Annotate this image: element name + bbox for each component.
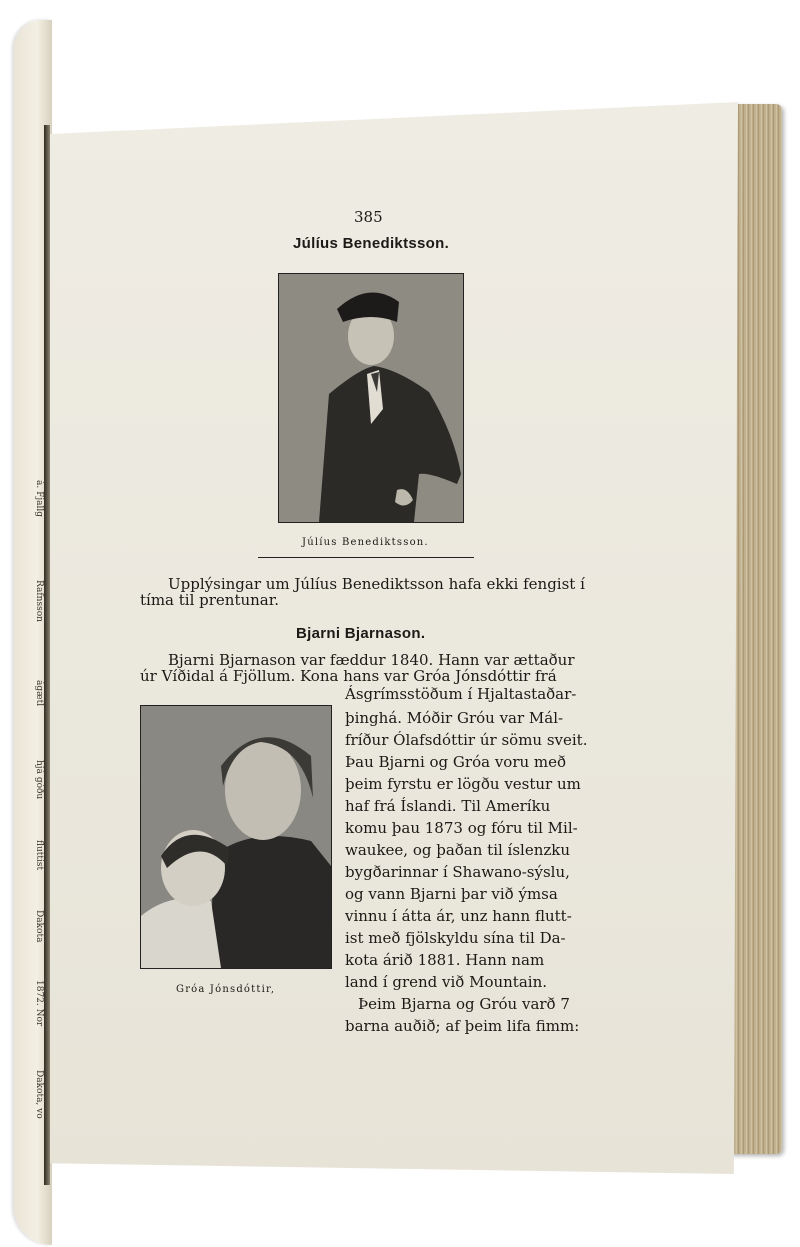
book-gutter <box>44 125 50 1185</box>
section-heading-bjarni: Bjarni Bjarnason. <box>296 625 426 642</box>
left-page-fragment: hjá góðu <box>34 760 44 800</box>
text-line: vinnu í átta ár, unz hann flutt- <box>345 907 572 925</box>
woman-child-portrait-icon <box>141 706 331 968</box>
left-page-fragment: á. Fjallg <box>34 480 44 518</box>
portrait-photo-julius <box>278 273 464 523</box>
left-page-fragment: 1872. Nor <box>34 980 44 1027</box>
divider-rule <box>258 557 474 558</box>
text-line: Þau Bjarni og Gróa voru með <box>345 753 567 771</box>
text-line: ist með fjölskyldu sína til Da- <box>345 929 566 947</box>
text-line: haf frá Íslandi. Til Ameríku <box>345 797 551 815</box>
page-number: 385 <box>354 208 383 226</box>
text-line: kota árið 1881. Hann nam <box>345 951 545 969</box>
text-line: barna auðið; af þeim lifa fimm: <box>345 1017 580 1035</box>
text-line: Þeim Bjarna og Gróu varð 7 <box>358 995 570 1013</box>
text-line: komu þau 1873 og fóru til Mil- <box>345 819 578 837</box>
text-line: og vann Bjarni þar við ýmsa <box>345 885 558 903</box>
left-page-fragment: Dakota, vo <box>34 1070 44 1119</box>
left-page-fragment: Rafnsson <box>34 580 44 622</box>
portrait-photo-groa <box>140 705 332 969</box>
left-page-fragment: fluttist <box>34 840 44 871</box>
text-line: land í grend við Mountain. <box>345 973 547 991</box>
text-line: fríður Ólafsdóttir úr sömu sveit. <box>345 731 588 749</box>
text-line: Upplýsingar um Júlíus Benediktsson hafa ekki fengist í <box>168 575 585 593</box>
text-line: Ásgrímsstöðum í Hjaltastaðar- <box>345 685 577 703</box>
text-line: þinghá. Móðir Gróu var Mál- <box>345 709 564 727</box>
section-heading-julius: Júlíus Benediktsson. <box>293 235 450 252</box>
photo-caption-julius: Júlíus Benediktsson. <box>302 537 429 548</box>
photo-caption-groa: Gróa Jónsdóttir, <box>176 984 276 995</box>
text-line: þeim fyrstu er lögðu vestur um <box>345 775 581 793</box>
text-line: Bjarni Bjarnason var fæddur 1840. Hann var ættaður <box>168 651 575 669</box>
text-line: tíma til prentunar. <box>140 591 280 609</box>
man-portrait-icon <box>279 274 463 522</box>
text-line: bygðarinnar í Shawano-sýslu, <box>345 863 570 881</box>
text-line: waukee, og þaðan til íslenzku <box>345 841 571 859</box>
page-edges <box>730 104 782 1154</box>
left-page-fragment: ágætl <box>34 680 44 707</box>
left-page-fragment: Dakota <box>34 910 44 943</box>
text-line: úr Víðidal á Fjöllum. Kona hans var Gróa Jónsdóttir frá <box>140 667 557 685</box>
